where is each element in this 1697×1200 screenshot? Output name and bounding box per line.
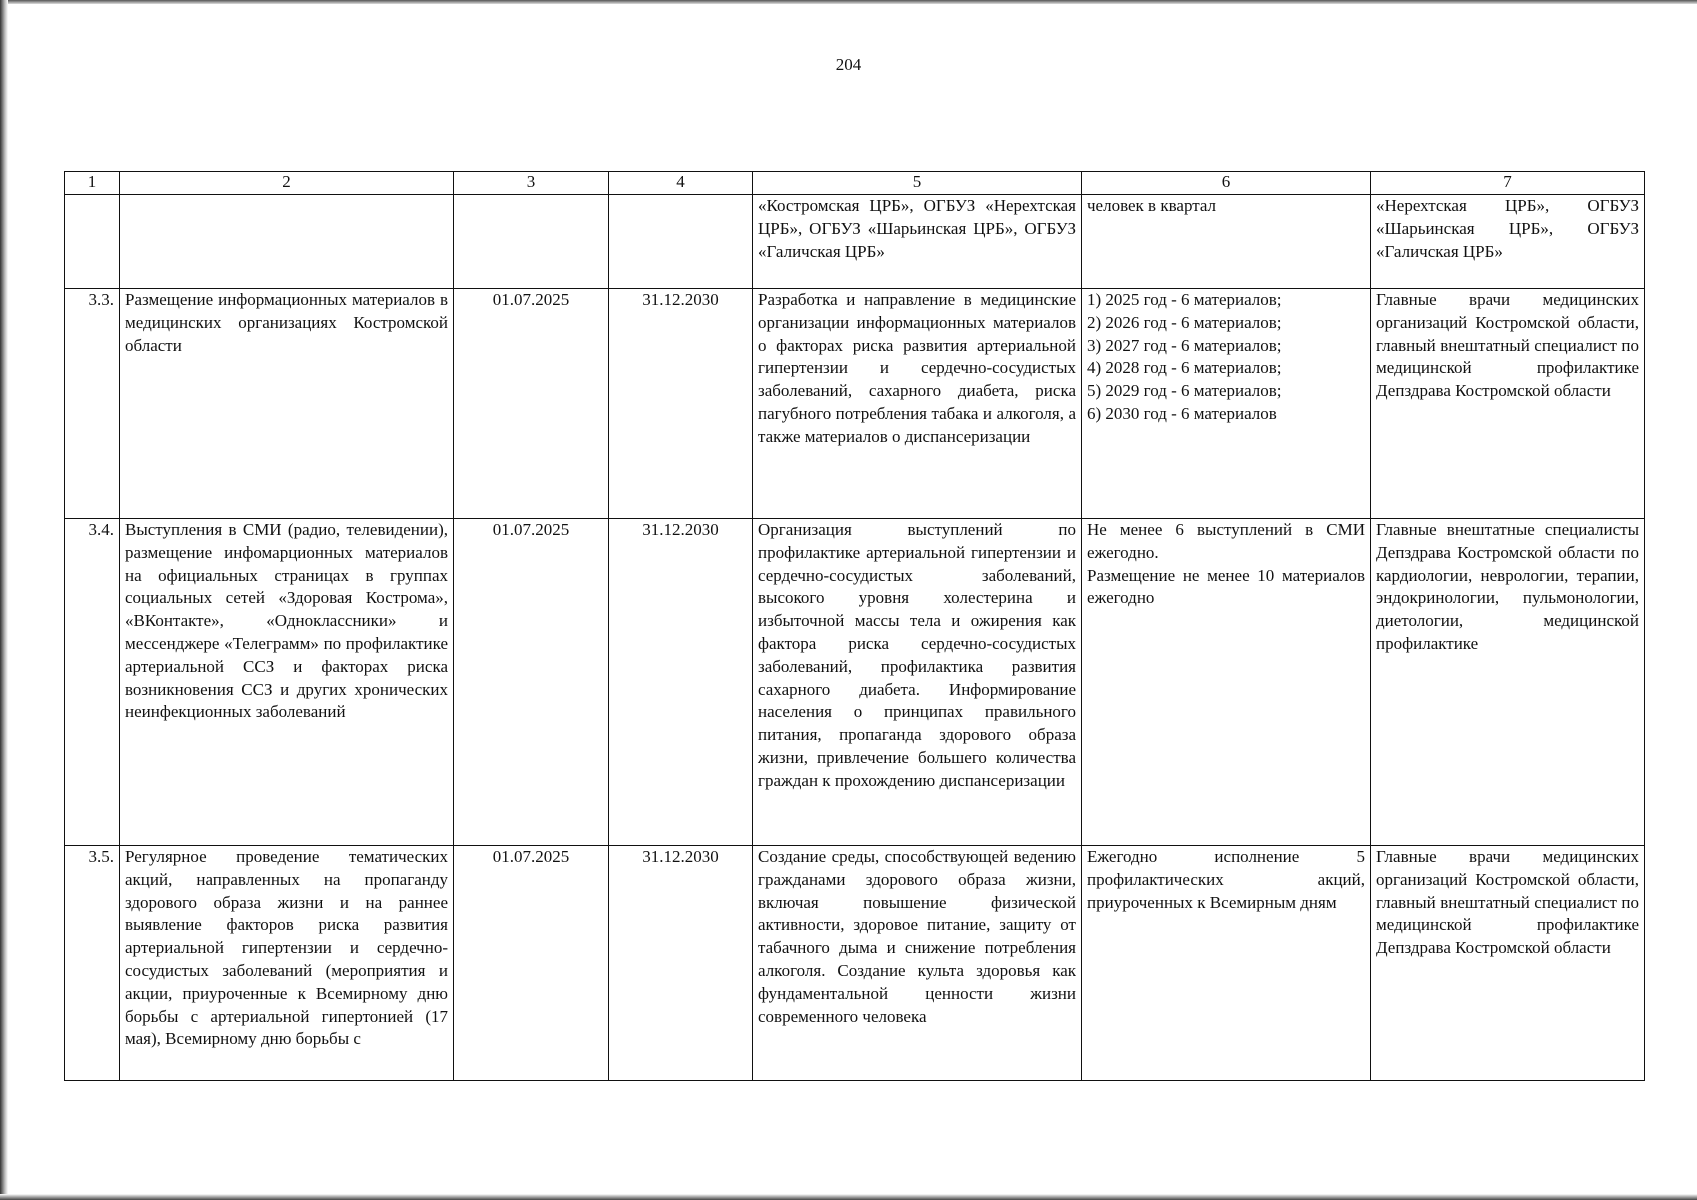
result-indicator bbox=[1082, 519, 1371, 846]
indicator-line: 3) 2027 год - 6 материалов; bbox=[1087, 335, 1282, 355]
scan-edge-top bbox=[0, 0, 1697, 4]
column-header-7: 7 bbox=[1371, 172, 1645, 195]
column-header-1: 1 bbox=[65, 172, 120, 195]
row-number bbox=[65, 195, 120, 289]
table-row-3-3 bbox=[65, 289, 1645, 519]
start-date: 01.07.2025 bbox=[454, 519, 609, 846]
measure-name: Размещение информационных материалов в медицинских организациях Костромской области bbox=[120, 289, 454, 519]
scan-edge-left bbox=[0, 0, 8, 1200]
table-row-continuation bbox=[65, 195, 1645, 289]
measure-name: Регулярное проведение тематических акций, направленных на пропаганду здорового образа жизни и на раннее выявление факторов риска развития артериальной гипертензии и сердечно-сосудистых заболеваний (мероприятия и акции, приуроченные к Всемирному дню борьбы с артериальной гипертонией (17 мая), Всемирному дню борьбы с bbox=[120, 846, 454, 1081]
result-indicator: Ежегодно исполнение 5 профилактических акций, приуроченных к Всемирным дням bbox=[1082, 846, 1371, 1081]
scan-edge-bottom bbox=[0, 1194, 1697, 1200]
column-header-4: 4 bbox=[609, 172, 753, 195]
measure-description: «Костромская ЦРБ», ОГБУЗ «Нерехтская ЦРБ», ОГБУЗ «Шарьинская ЦРБ», ОГБУЗ «Галичская ЦРБ» bbox=[753, 195, 1082, 289]
indicator-paragraph: Не менее 6 выступлений в СМИ ежегодно. bbox=[1087, 520, 1365, 562]
table-row-3-5 bbox=[65, 846, 1645, 1081]
row-number: 3.4. bbox=[65, 519, 120, 846]
result-indicator: человек в квартал bbox=[1082, 195, 1371, 289]
column-header-6: 6 bbox=[1082, 172, 1371, 195]
indicator-line: 5) 2029 год - 6 материалов; bbox=[1087, 381, 1282, 401]
result-indicator bbox=[1082, 289, 1371, 519]
measures-table bbox=[64, 171, 1645, 1081]
start-date: 01.07.2025 bbox=[454, 846, 609, 1081]
end-date bbox=[609, 195, 753, 289]
responsible-persons: Главные врачи медицинских организаций Костромской области, главный внештатный специалист по медицинской профилактике Депздрава Костромской области bbox=[1371, 846, 1645, 1081]
row-number: 3.5. bbox=[65, 846, 120, 1081]
indicator-line: 1) 2025 год - 6 материалов; bbox=[1087, 290, 1282, 309]
measure-description: Разработка и направление в медицинские организации информационных материалов о факторах риска развития артериальной гипертензии и сердечно-сосудистых заболеваний, сахарного диабета, риска пагубного потребления табака и алкоголя, а также материалов о диспансеризации bbox=[753, 289, 1082, 519]
start-date bbox=[454, 195, 609, 289]
row-number: 3.3. bbox=[65, 289, 120, 519]
measure-name: Выступления в СМИ (радио, телевидении), размещение инфомарционных материалов на официальных страницах в группах социальных сетей «Здоровая Кострома», «ВКонтакте», «Одноклассники» и мессенджере «Телеграмм» по профилактике артериальной ССЗ и факторах риска возникновения ССЗ и других хронических неинфекционных заболеваний bbox=[120, 519, 454, 846]
measure-name bbox=[120, 195, 454, 289]
responsible-persons: Главные внештатные специалисты Депздрава Костромской области по кардиологии, неврологии, терапии, эндокринологии, пульмонологии, диетологии, медицинской профилактике bbox=[1371, 519, 1645, 846]
column-header-3: 3 bbox=[454, 172, 609, 195]
indicator-line: 2) 2026 год - 6 материалов; bbox=[1087, 312, 1282, 332]
responsible-persons: «Нерехтская ЦРБ», ОГБУЗ «Шарьинская ЦРБ», ОГБУЗ «Галичская ЦРБ» bbox=[1371, 195, 1645, 289]
page-number: 204 bbox=[835, 55, 862, 74]
column-header-2: 2 bbox=[120, 172, 454, 195]
header-row bbox=[65, 172, 1645, 195]
indicator-line: 6) 2030 год - 6 материалов bbox=[1087, 403, 1277, 423]
end-date: 31.12.2030 bbox=[609, 289, 753, 519]
start-date: 01.07.2025 bbox=[454, 289, 609, 519]
column-header-5: 5 bbox=[753, 172, 1082, 195]
indicator-paragraph: Размещение не менее 10 материалов ежегодно bbox=[1087, 565, 1365, 608]
indicator-line: 4) 2028 год - 6 материалов; bbox=[1087, 358, 1282, 378]
end-date: 31.12.2030 bbox=[609, 519, 753, 846]
end-date: 31.12.2030 bbox=[609, 846, 753, 1081]
table-row-3-4 bbox=[65, 519, 1645, 846]
measure-description: Организация выступлений по профилактике артериальной гипертензии и сердечно-сосудистых заболеваний, высокого уровня холестерина и избыточной массы тела и ожирения как фактора риска сердечно-сосудистых заболеваний, профилактика развития сахарного диабета. Информирование населения о принципах правильного питания, пропаганда здорового образа жизни, привлечение большего количества граждан к прохождению диспансеризации bbox=[753, 519, 1082, 846]
measure-description: Создание среды, способствующей ведению гражданами здорового образа жизни, включая повышение физической активности, здоровое питание, защиту от табачного дыма и снижение потребления алкоголя. Создание культа здоровья как фундаментальной ценности жизни современного человека bbox=[753, 846, 1082, 1081]
responsible-persons: Главные врачи медицинских организаций Костромской области, главный внештатный специалист по медицинской профилактике Депздрава Костромской области bbox=[1371, 289, 1645, 519]
